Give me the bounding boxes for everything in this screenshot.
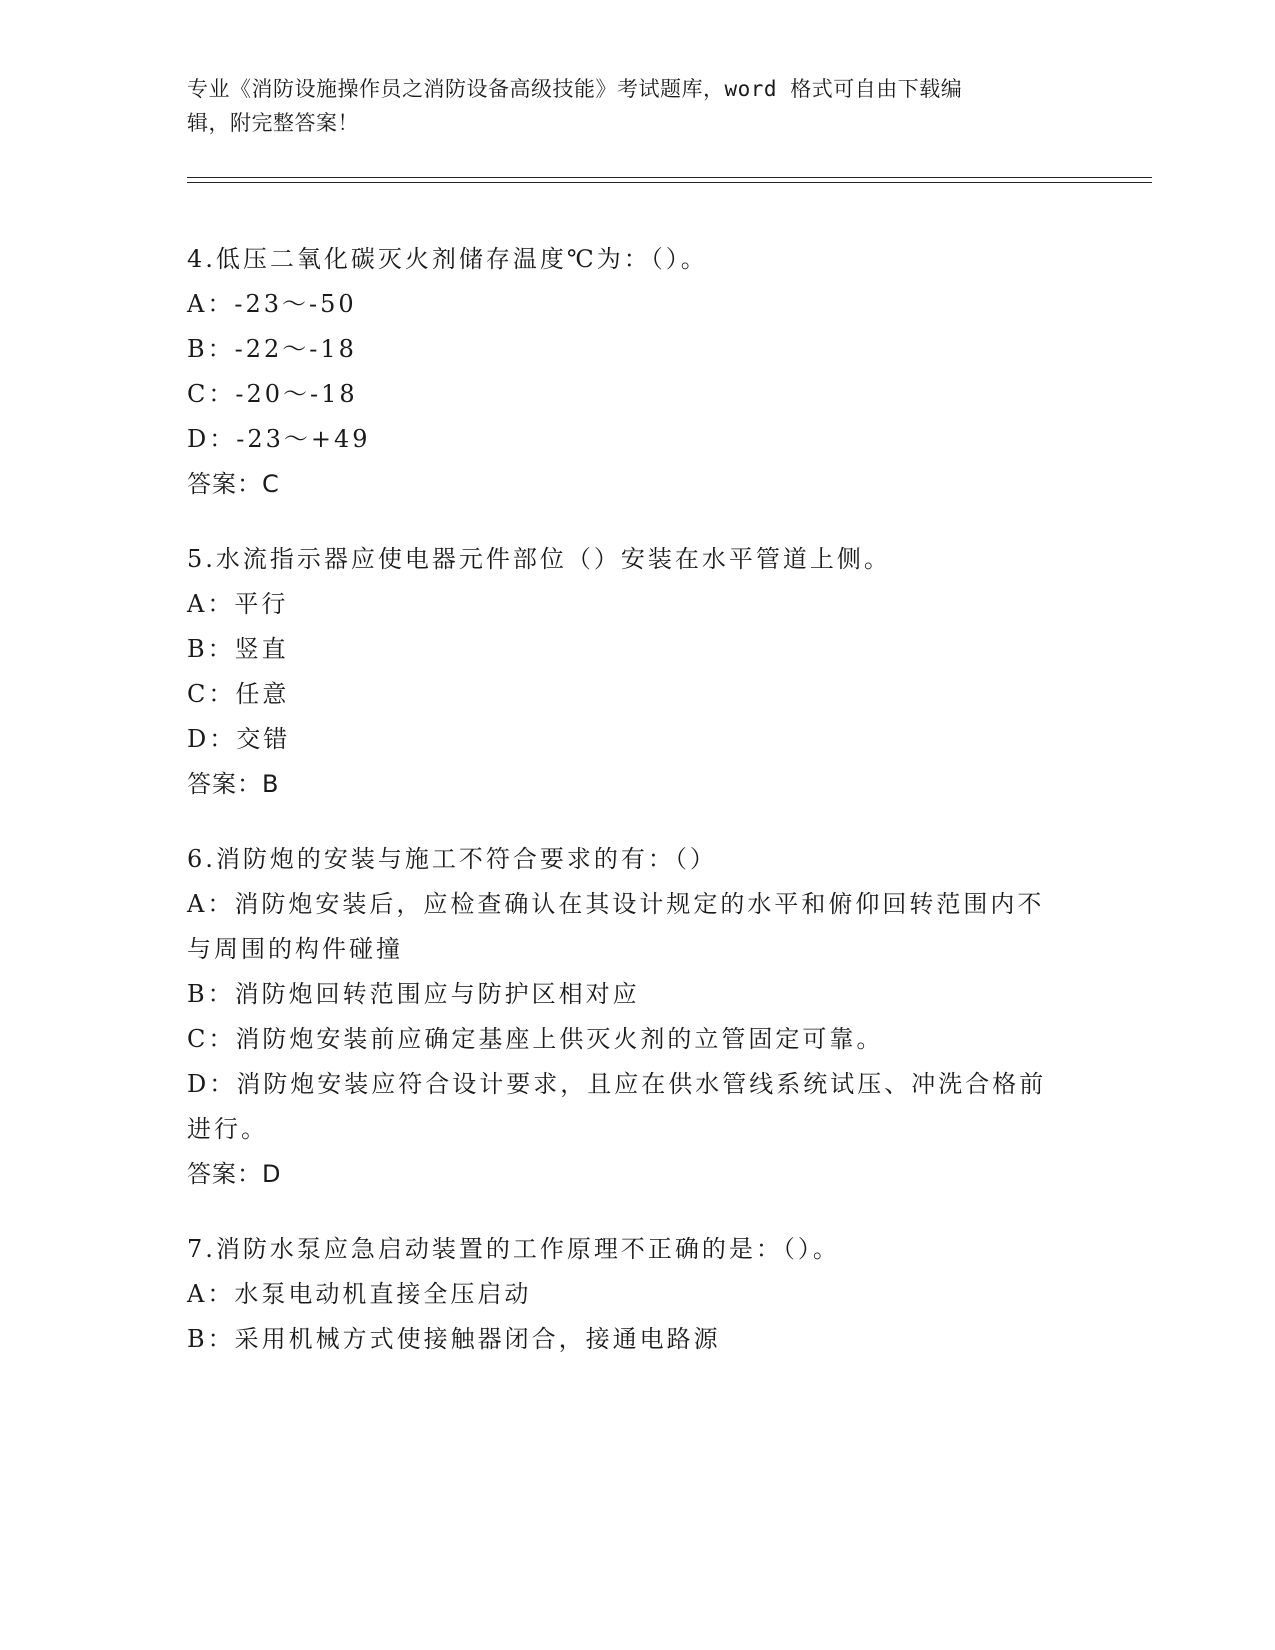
option-a: A：水泵电动机直接全压启动	[187, 1280, 532, 1308]
document-header	[187, 72, 1067, 140]
header-divider-bottom	[187, 182, 1152, 183]
question-5	[187, 537, 1067, 807]
question-6	[187, 837, 1067, 1197]
answer-label: 答案：B	[187, 770, 280, 798]
option-b: B：-22～-18	[187, 335, 357, 363]
option-c: C：消防炮安装前应确定基座上供灭火剂的立管固定可靠。	[187, 1025, 884, 1053]
option-d: D：交错	[187, 725, 291, 753]
header-divider-top	[187, 177, 1152, 178]
answer-label: 答案：D	[187, 1160, 282, 1188]
option-d: D：-23～+49	[187, 425, 371, 453]
option-c: C：-20～-18	[187, 380, 358, 408]
header-line-2: 辑，附完整答案！	[187, 111, 359, 135]
question-7	[187, 1227, 1067, 1362]
option-c: C：任意	[187, 680, 290, 708]
question-stem: 4.低压二氧化碳灭火剂储存温度℃为：（）。	[187, 245, 708, 273]
option-a: A：-23～-50	[187, 290, 357, 318]
question-stem: 5.水流指示器应使电器元件部位（）安装在水平管道上侧。	[187, 545, 891, 573]
question-stem: 6.消防炮的安装与施工不符合要求的有：（）	[187, 845, 717, 873]
option-d: D：消防炮安装应符合设计要求，且应在供水管线系统试压、冲洗合格前进行。	[187, 1070, 1047, 1143]
option-b: B：竖直	[187, 635, 289, 663]
header-line-1: 专业《消防设施操作员之消防设备高级技能》考试题库，word 格式可自由下载编	[187, 77, 963, 101]
answer-label: 答案：C	[187, 470, 280, 498]
option-a: A：平行	[187, 590, 289, 618]
question-list	[187, 237, 1067, 1392]
question-4	[187, 237, 1067, 507]
option-b: B：消防炮回转范围应与防护区相对应	[187, 980, 640, 1008]
option-b: B：采用机械方式使接触器闭合，接通电路源	[187, 1325, 721, 1353]
option-a: A：消防炮安装后，应检查确认在其设计规定的水平和俯仰回转范围内不与周围的构件碰撞	[187, 890, 1045, 963]
question-stem: 7.消防水泵应急启动装置的工作原理不正确的是：（）。	[187, 1235, 840, 1263]
